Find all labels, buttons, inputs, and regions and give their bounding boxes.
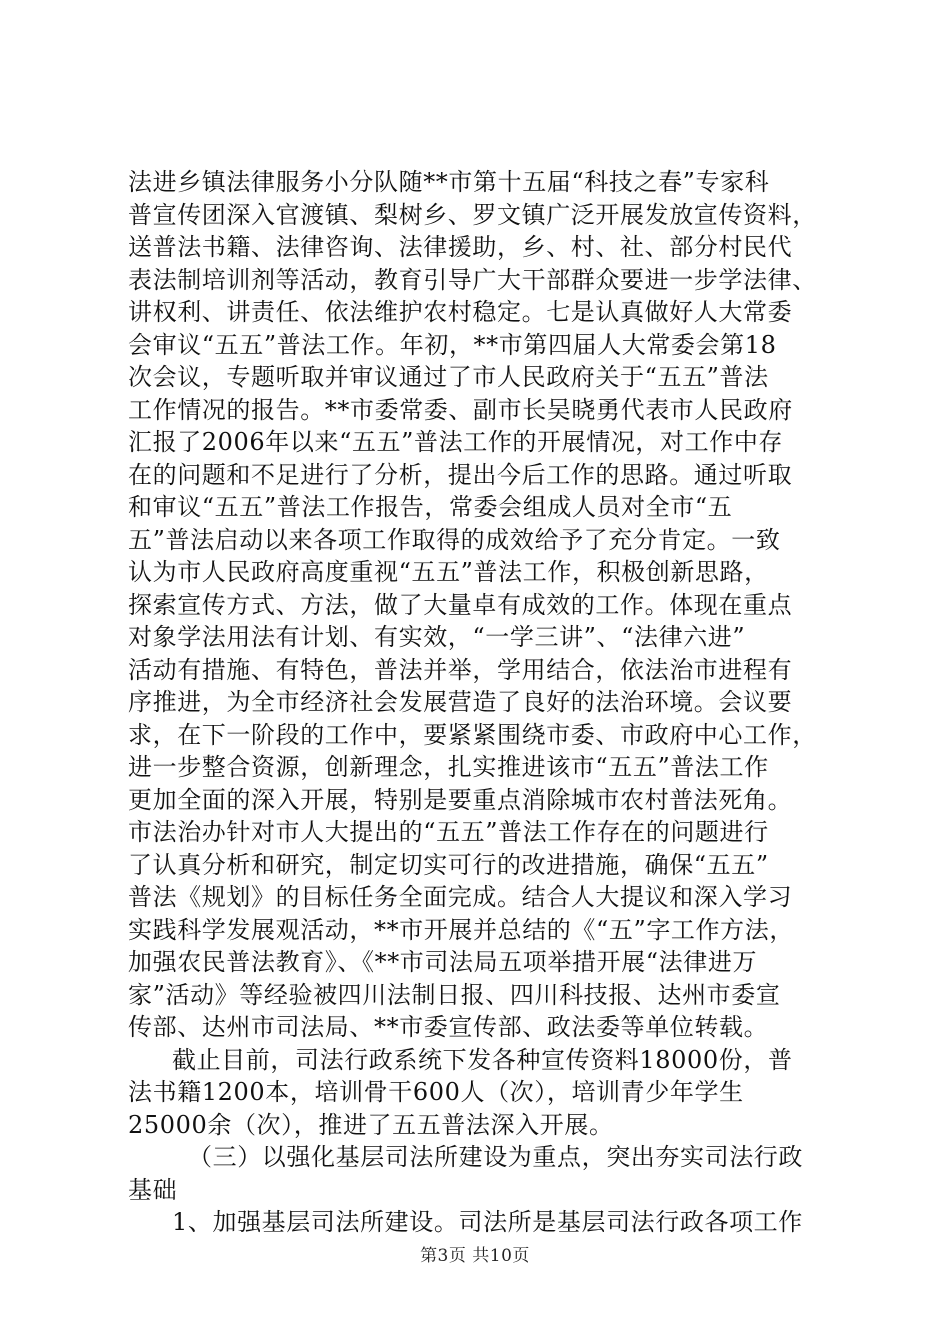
section-heading-line: （三）以强化基层司法所建设为重点，突出夯实司法行政 — [188, 1143, 803, 1171]
section-heading-line: 基础 — [128, 1175, 178, 1204]
text-line: 传部、达州市司法局、**市委宣传部、政法委等单位转载。 — [128, 1013, 769, 1041]
text-line: 法书籍1200本，培训骨干600人（次），培训青少年学生 — [128, 1078, 744, 1106]
text-line: 求，在下一阶段的工作中，要紧紧围绕市委、市政府中心工作， — [128, 720, 817, 749]
text-line: 法进乡镇法律服务小分队随**市第十五届“科技之春”专家科 — [128, 168, 770, 196]
text-line: 会审议“五五”普法工作。年初，**市第四届人大常委会第18 — [128, 330, 777, 359]
text-line: 送普法书籍、法律咨询、法律援助，乡、村、社、部分村民代 — [128, 233, 793, 261]
page-number-footer: 第3页 共10页 — [420, 1246, 530, 1266]
text-line: 活动有措施、有特色，普法并举，学用结合，依法治市进程有 — [128, 655, 793, 684]
text-line: 五”普法启动以来各项工作取得的成效给予了充分肯定。一致 — [128, 525, 781, 554]
paragraph-start-line: 1、加强基层司法所建设。司法所是基层司法行政各项工作 — [172, 1208, 803, 1236]
text-line: 25000余（次），推进了五五普法深入开展。 — [128, 1110, 614, 1139]
text-line: 工作情况的报告。**市委常委、副市长吴晓勇代表市人民政府 — [128, 395, 793, 424]
text-line: 探索宣传方式、方法，做了大量卓有成效的工作。体现在重点 — [128, 590, 793, 619]
text-line: 了认真分析和研究，制定切实可行的改进措施，确保“五五” — [128, 850, 769, 879]
text-line: 家”活动》等经验被四川法制日报、四川科技报、达州市委宣 — [128, 980, 781, 1009]
text-line: 讲权利、讲责任、依法维护农村稳定。七是认真做好人大常委 — [128, 298, 793, 326]
text-line: 普法《规划》的目标任务全面完成。结合人大提议和深入学习 — [128, 883, 793, 911]
text-line: 次会议，专题听取并审议通过了市人民政府关于“五五”普法 — [128, 363, 769, 391]
body-text — [128, 166, 833, 1239]
text-line: 认为市人民政府高度重视“五五”普法工作，积极创新思路， — [128, 558, 769, 586]
text-line: 汇报了2006年以来“五五”普法工作的开展情况，对工作中存 — [128, 428, 784, 456]
text-line: 和审议“五五”普法工作报告，常委会组成人员对全市“五 — [128, 493, 733, 521]
text-line: 市法治办针对市人大提出的“五五”普法工作存在的问题进行 — [128, 818, 769, 846]
text-line: 在的问题和不足进行了分析，提出今后工作的思路。通过听取 — [128, 460, 793, 489]
paragraph-start-line: 截止目前，司法行政系统下发各种宣传资料18000份，普 — [172, 1045, 793, 1074]
text-line: 更加全面的深入开展，特别是要重点消除城市农村普法死角。 — [128, 785, 793, 814]
text-line: 普宣传团深入官渡镇、梨树乡、罗文镇广泛开展发放宣传资料， — [128, 200, 817, 229]
text-line: 进一步整合资源，创新理念，扎实推进该市“五五”普法工作 — [128, 753, 769, 781]
text-line: 序推进，为全市经济社会发展营造了良好的法治环境。会议要 — [128, 688, 793, 716]
text-line: 表法制培训剂等活动，教育引导广大干部群众要进一步学法律、 — [128, 265, 817, 294]
text-line: 实践科学发展观活动，**市开展并总结的《“五”字工作方法， — [128, 915, 794, 944]
text-line: 对象学法用法有计划、有实效，“一学三讲”、“法律六进” — [128, 623, 746, 651]
text-line: 加强农民普法教育》、《**市司法局五项举措开展“法律进万 — [128, 948, 758, 976]
